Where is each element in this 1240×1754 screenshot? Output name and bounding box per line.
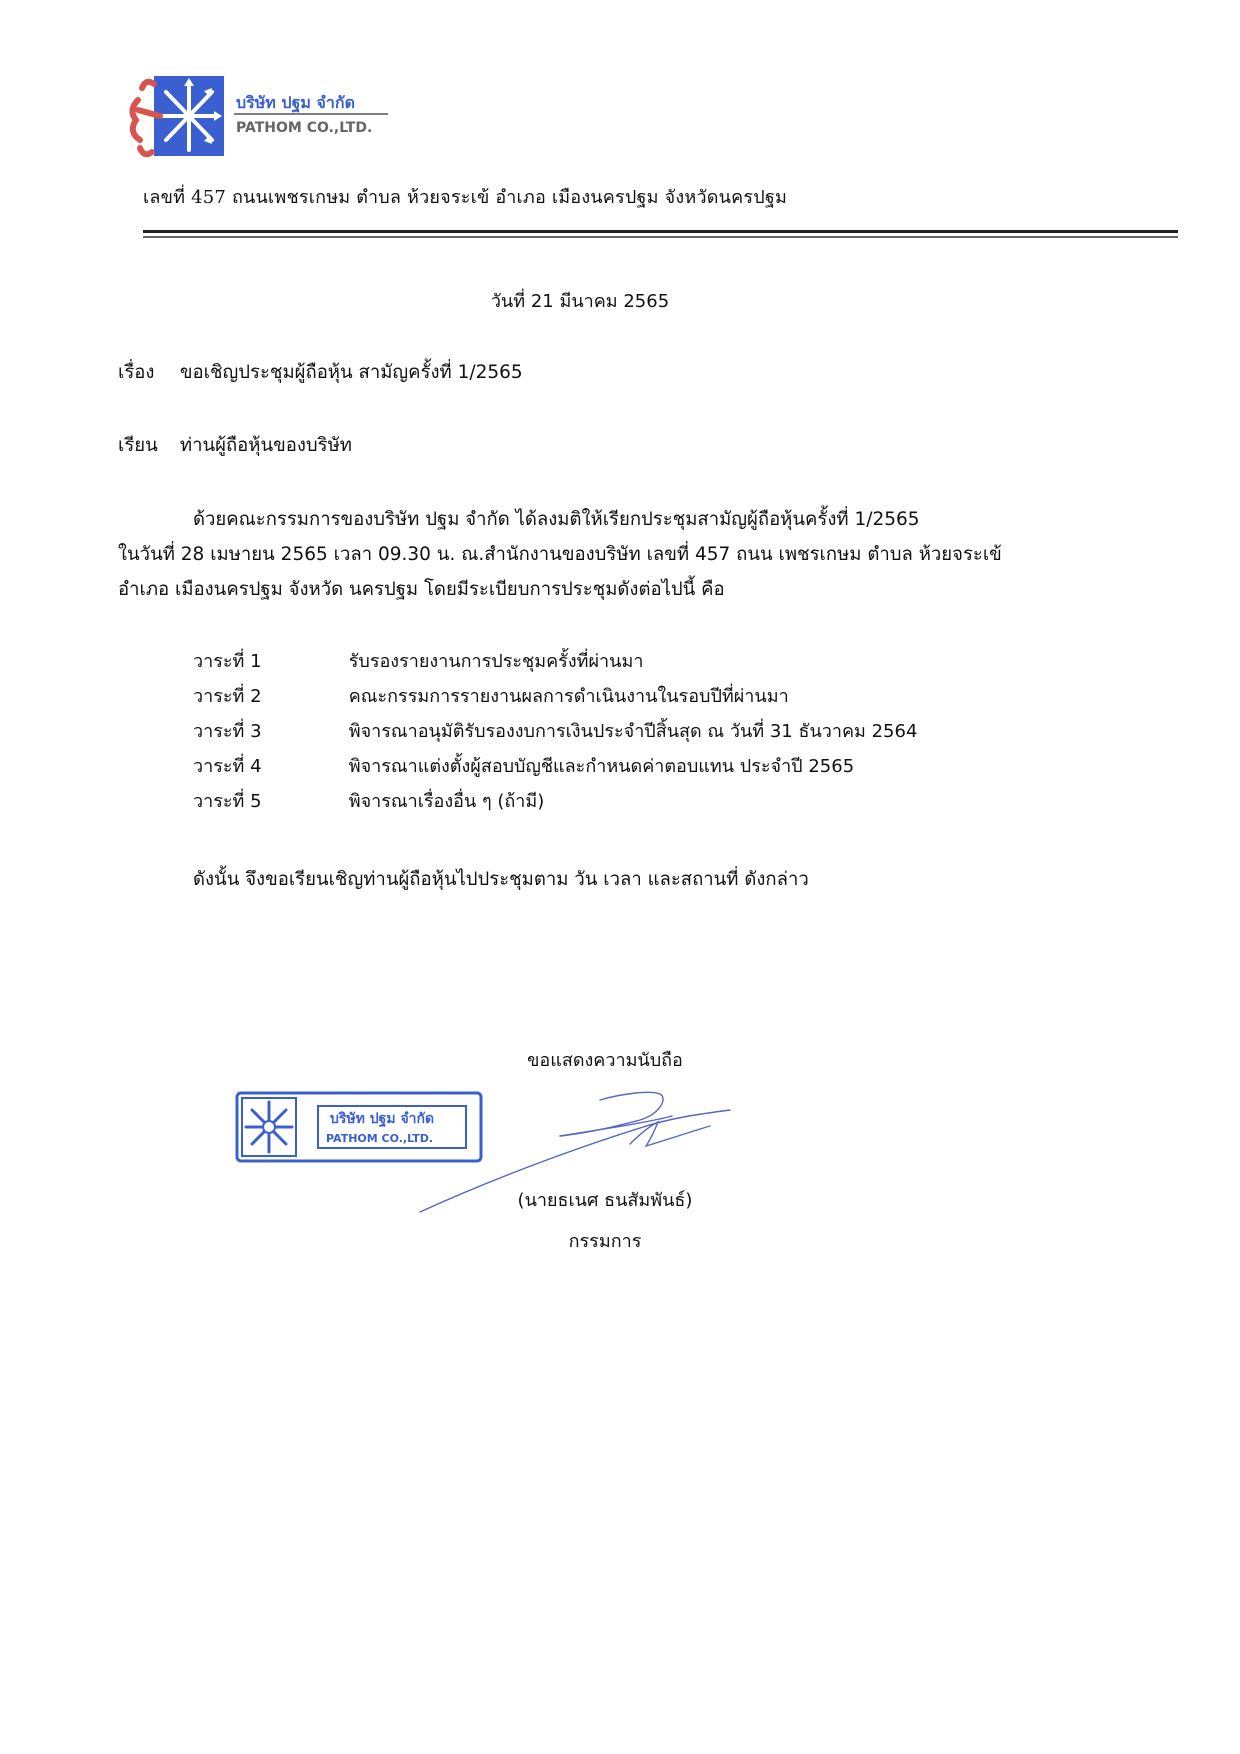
agenda-text: พิจารณาเรื่องอื่น ๆ (ถ้ามี) xyxy=(348,791,545,812)
recipient-line xyxy=(118,431,352,460)
agenda-item xyxy=(193,751,917,786)
recipient-text: ท่านผู้ถือหุ้นของบริษัท xyxy=(179,435,352,456)
agenda-item xyxy=(193,681,917,716)
agenda-text: คณะกรรมการรายงานผลการดำเนินงานในรอบปีที่ผ่านมา xyxy=(348,686,789,707)
logo-company-en: PATHOM CO.,LTD. xyxy=(236,120,373,136)
agenda-number: วาระที่ 5 xyxy=(193,791,262,812)
subject-text: ขอเชิญประชุมผู้ถือหุ้น สามัญครั้งที่ 1/2565 xyxy=(179,362,523,383)
stamp-company-en: PATHOM CO.,LTD. xyxy=(326,1132,434,1145)
agenda-text: รับรองรายงานการประชุมครั้งที่ผ่านมา xyxy=(348,651,644,672)
compass-anchor-logo-icon xyxy=(124,70,444,165)
agenda-item xyxy=(193,646,917,681)
signer-name: (นายธเนศ ธนสัมพันธ์) xyxy=(517,1190,693,1211)
stamp-company-th: บริษัท ปฐม จำกัด xyxy=(330,1111,435,1127)
agenda-text: พิจารณาอนุมัติรับรองงบการเงินประจำปีสิ้นสุด ณ วันที่ 31 ธันวาคม 2564 xyxy=(348,721,918,742)
agenda-item xyxy=(193,716,917,751)
closing-sentence: ดังนั้น จึงขอเรียนเชิญท่านผู้ถือหุ้นไปประชุมตาม วัน เวลา และสถานที่ ดังกล่าว xyxy=(193,869,809,890)
agenda-number: วาระที่ 4 xyxy=(193,756,262,777)
logo-company-th: บริษัท ปฐม จำกัด xyxy=(236,93,355,112)
agenda-number: วาระที่ 3 xyxy=(193,721,262,742)
body-paragraph-line-2: ในวันที่ 28 เมษายน 2565 เวลา 09.30 น. ณ.สำนักงานของบริษัท เลขที่ 457 ถนน เพชรเกษม ตำบล ห้วยจระเข้ xyxy=(118,544,1002,565)
agenda-number: วาระที่ 1 xyxy=(193,651,262,672)
agenda-item xyxy=(193,786,917,821)
body-paragraph-line-1: ด้วยคณะกรรมการของบริษัท ปฐม จำกัด ได้ลงมติให้เรียกประชุมสามัญผู้ถือหุ้นครั้งที่ 1/2565 xyxy=(193,509,920,530)
company-logo xyxy=(124,70,444,165)
recipient-label: เรียน xyxy=(118,435,158,456)
agenda-text: พิจารณาแต่งตั้งผู้สอบบัญชีและกำหนดค่าตอบแทน ประจำปี 2565 xyxy=(348,756,855,777)
subject-label: เรื่อง xyxy=(118,362,155,383)
agenda-number: วาระที่ 2 xyxy=(193,686,262,707)
signer-title: กรรมการ xyxy=(568,1231,642,1252)
regards-text: ขอแสดงความนับถือ xyxy=(527,1050,683,1071)
letterhead-divider xyxy=(143,230,1178,240)
letter-date: วันที่ 21 มีนาคม 2565 xyxy=(490,291,670,312)
agenda-list xyxy=(193,646,917,821)
subject-line xyxy=(118,358,523,387)
body-paragraph-line-3: อำเภอ เมืองนครปฐม จังหวัด นครปฐม โดยมีระเบียบการประชุมดังต่อไปนี้ คือ xyxy=(118,579,725,600)
company-address: เลขที่ 457 ถนนเพชรเกษม ตำบล ห้วยจระเข้ อำเภอ เมืองนครปฐม จังหวัดนครปฐม xyxy=(143,187,788,208)
